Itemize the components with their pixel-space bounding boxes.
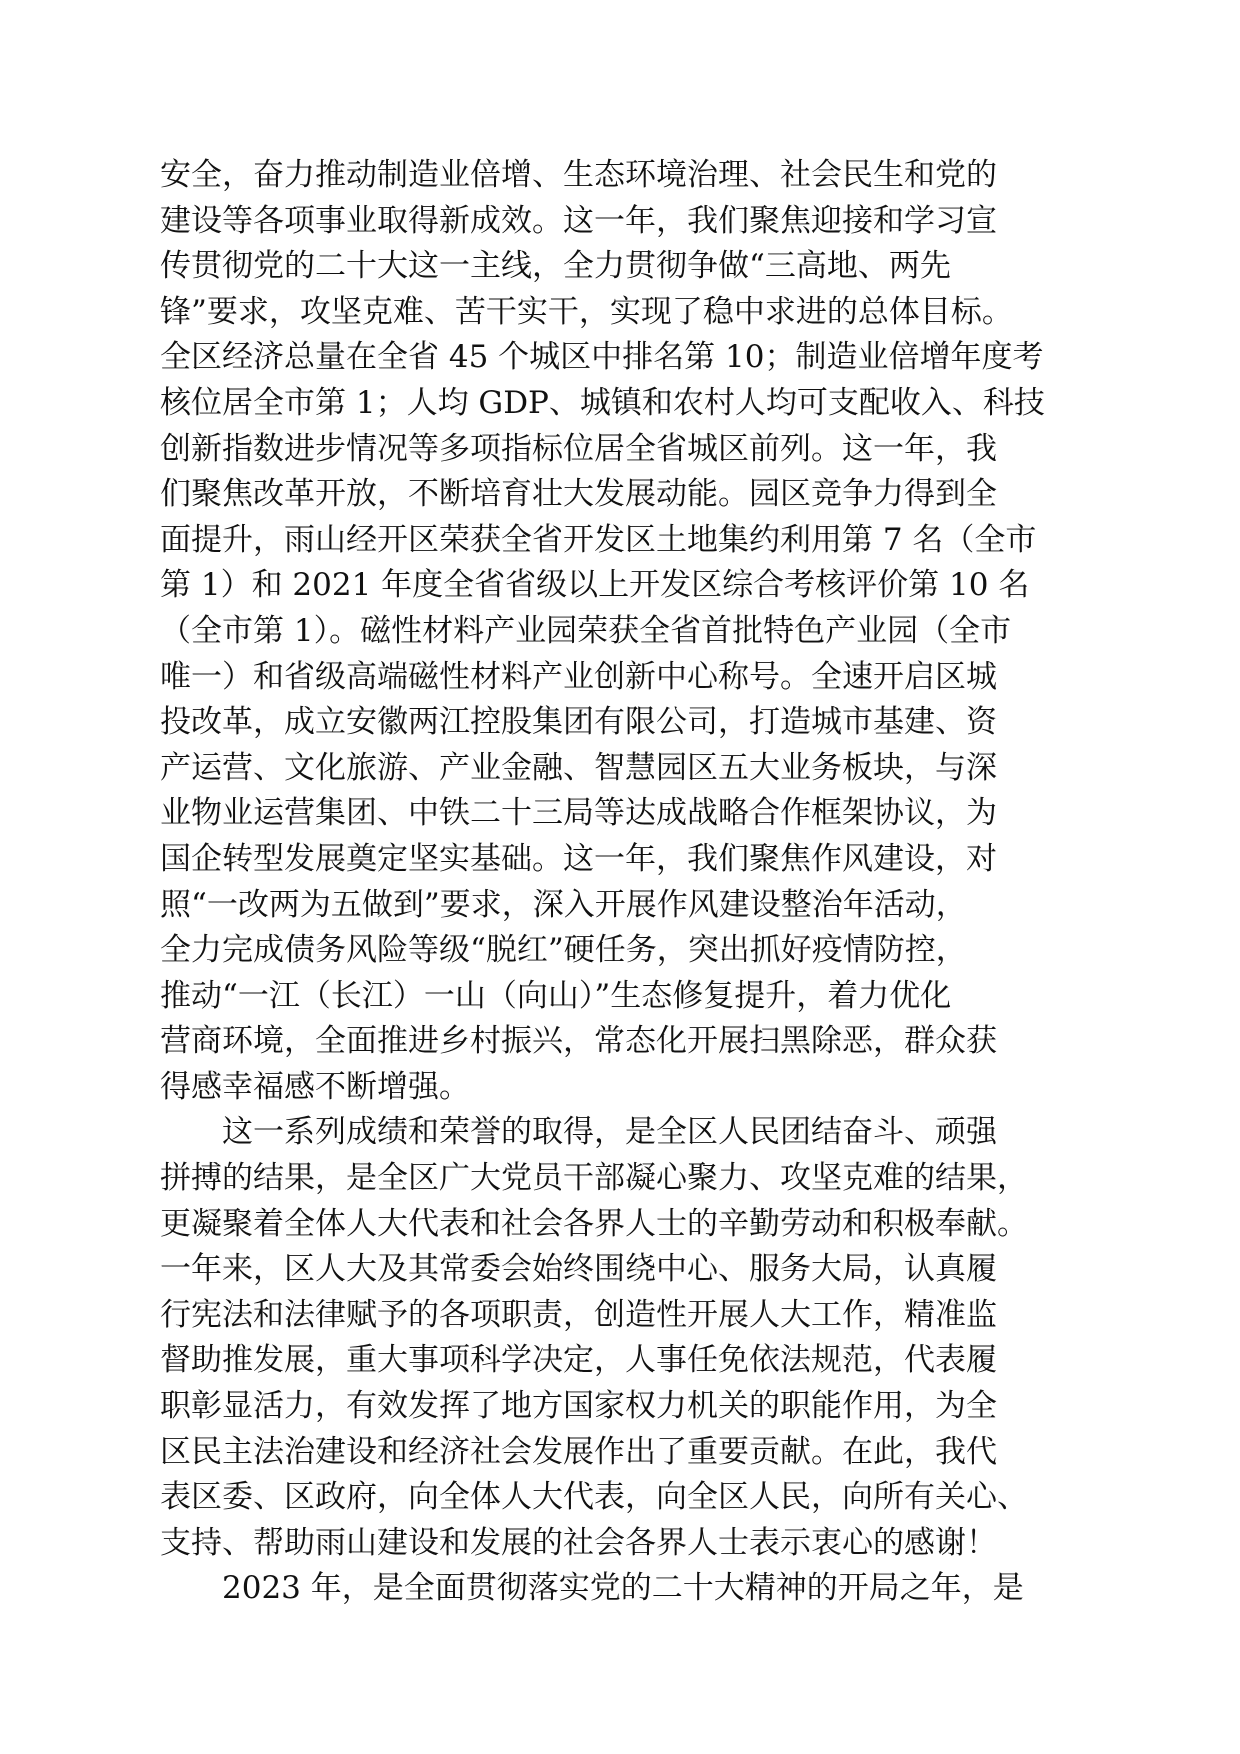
text-line: 投改革，成立安徽两江控股集团有限公司，打造城市基建、资	[160, 704, 997, 741]
text-line: 国企转型发展奠定坚实基础。这一年，我们聚焦作风建设，对	[160, 840, 997, 877]
text-line: 区民主法治建设和经济社会发展作出了重要贡献。在此，我代	[160, 1433, 997, 1470]
text-line: 创新指数进步情况等多项指标位居全省城区前列。这一年，我	[160, 430, 997, 467]
text-line: 行宪法和法律赋予的各项职责，创造性开展人大工作，精准监	[160, 1296, 997, 1333]
text-line: 业物业运营集团、中铁二十三局等达成战略合作框架协议，为	[160, 795, 997, 832]
text-line: 产运营、文化旅游、产业金融、智慧园区五大业务板块，与深	[160, 749, 997, 786]
text-line: 得感幸福感不断增强。	[160, 1068, 470, 1105]
text-line: 拼搏的结果，是全区广大党员干部凝心聚力、攻坚克难的结果，	[160, 1160, 1028, 1197]
text-line: 督助推发展，重大事项科学决定，人事任免依法规范，代表履	[160, 1342, 997, 1379]
paragraph	[160, 153, 1100, 1110]
text-line: 核位居全市第 1；人均 GDP、城镇和农村人均可支配收入、科技	[160, 384, 1045, 421]
text-line: 全区经济总量在全省 45 个城区中排名第 10；制造业倍增年度考	[160, 339, 1044, 376]
text-line: 锋”要求，攻坚克难、苦干实干，实现了稳中求进的总体目标。	[160, 293, 1013, 330]
text-line: 支持、帮助雨山建设和发展的社会各界人士表示衷心的感谢！	[160, 1524, 997, 1561]
text-line: 2023 年，是全面贯彻落实党的二十大精神的开局之年，是	[222, 1570, 1024, 1607]
text-line: 全力完成债务风险等级“脱红”硬任务，突出抓好疫情防控，	[160, 932, 967, 969]
text-line: 唯一）和省级高端磁性材料产业创新中心称号。全速开启区城	[160, 658, 997, 695]
text-line: 营商环境，全面推进乡村振兴，常态化开展扫黑除恶，群众获	[160, 1023, 997, 1060]
text-line: 表区委、区政府，向全体人大代表，向全区人民，向所有关心、	[160, 1479, 1028, 1516]
body-text	[160, 153, 1100, 1612]
text-line: （全市第 1）。磁性材料产业园荣获全省首批特色产业园（全市	[160, 612, 1012, 649]
text-line: 第 1）和 2021 年度全省省级以上开发区综合考核评价第 10 名	[160, 567, 1030, 604]
text-line: 更凝聚着全体人大代表和社会各界人士的辛勤劳动和积极奉献。	[160, 1205, 1028, 1242]
text-line: 传贯彻党的二十大这一主线，全力贯彻争做“三高地、两先	[160, 248, 951, 285]
text-line: 照“一改两为五做到”要求，深入开展作风建设整治年活动，	[160, 886, 967, 923]
text-line: 安全，奋力推动制造业倍增、生态环境治理、社会民生和党的	[160, 157, 997, 193]
paragraph	[160, 1566, 1100, 1612]
text-line: 们聚焦改革开放，不断培育壮大发展动能。园区竞争力得到全	[160, 476, 997, 513]
text-line: 建设等各项事业取得新成效。这一年，我们聚焦迎接和学习宣	[160, 202, 997, 239]
text-line: 面提升，雨山经开区荣获全省开发区土地集约利用第 7 名（全市	[160, 521, 1037, 558]
text-line: 职彰显活力，有效发挥了地方国家权力机关的职能作用，为全	[160, 1388, 997, 1425]
text-line: 推动“一江（长江）一山（向山）”生态修复提升，着力优化	[160, 977, 952, 1014]
paragraph	[160, 1110, 1100, 1566]
text-line: 这一系列成绩和荣誉的取得，是全区人民团结奋斗、顽强	[222, 1114, 997, 1151]
text-line: 一年来，区人大及其常委会始终围绕中心、服务大局，认真履	[160, 1251, 997, 1288]
